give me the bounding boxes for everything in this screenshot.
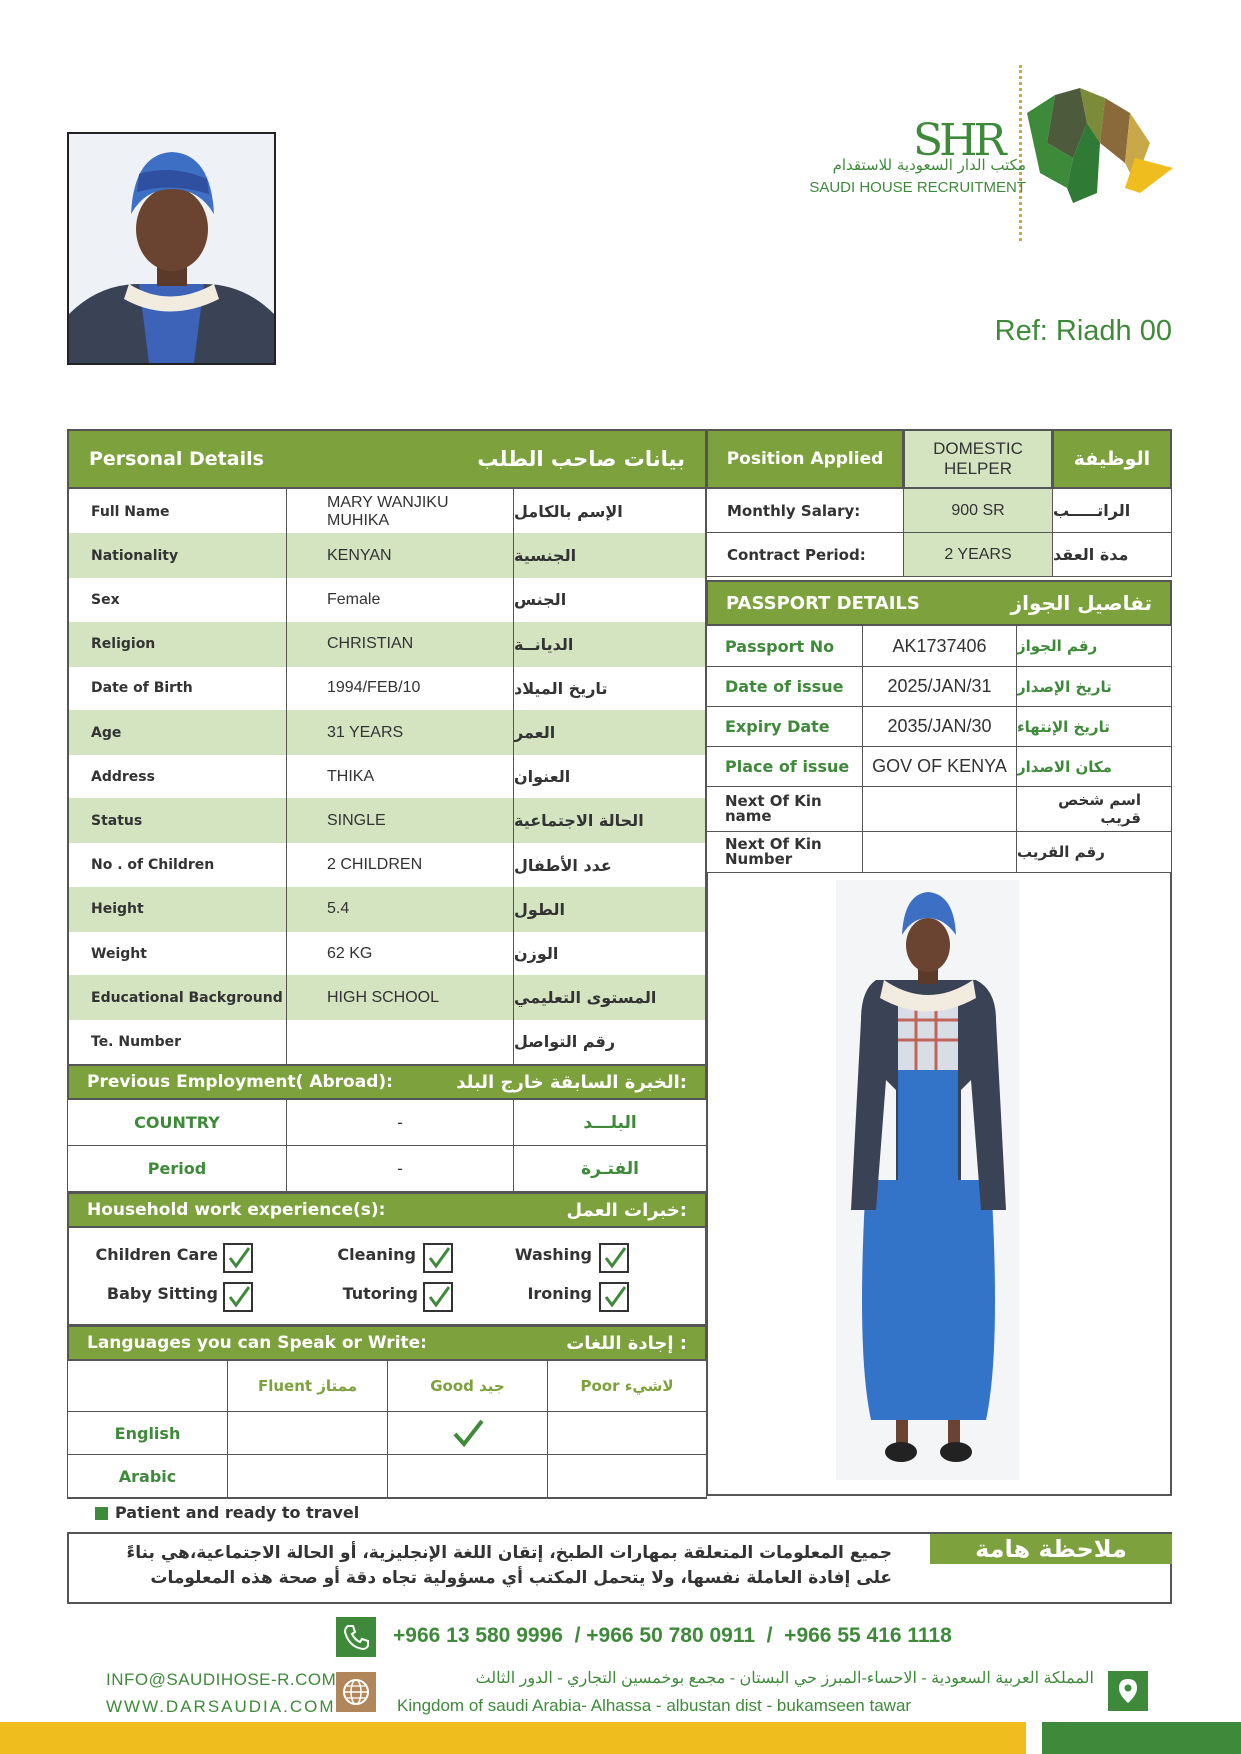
personal-row-label-ar: عدد الأطفال [513, 843, 707, 888]
personal-row-label: Sex [67, 577, 287, 622]
position-label-ar [1052, 429, 1172, 489]
checkmark-icon [603, 1245, 627, 1271]
skill-checkbox[interactable] [599, 1243, 629, 1273]
personal-row-label: Educational Background [67, 975, 287, 1020]
passport-row-label: Next Of Kin name [706, 786, 863, 832]
previous-employment-header [67, 1064, 707, 1100]
languages-col-good [387, 1360, 548, 1412]
passport-row-value: GOV OF KENYA [862, 746, 1017, 787]
languages-col-poor [547, 1360, 707, 1412]
personal-row-label-ar: المستوى التعليمي [513, 975, 707, 1020]
salary-label-ar [1052, 488, 1172, 533]
contract-value-text: 2 YEARS [944, 545, 1012, 563]
employment-country-value [286, 1099, 514, 1146]
languages-col-poor-text: Poor لاشيء [580, 1377, 674, 1395]
logo-arabic-name: مكتب الدار السعودية للاستقدام [832, 156, 1026, 174]
employment-country-label [67, 1099, 287, 1146]
employment-country-label-ar [513, 1099, 707, 1146]
position-value-text: DOMESTIC HELPER [933, 439, 1023, 478]
contract-label-text: Contract Period: [727, 545, 866, 564]
passport-row-value: 2025/JAN/31 [862, 666, 1017, 707]
personal-row-label: Weight [67, 931, 287, 976]
language-fluent-cell[interactable] [227, 1454, 388, 1498]
passport-row-label: Passport No [706, 625, 863, 667]
personal-row-label: No . of Children [67, 843, 287, 888]
personal-row-value: 31 YEARS [286, 710, 514, 755]
salary-label-ar-text: الراتـــــب [1053, 501, 1131, 520]
personal-details-title-en: Personal Details [89, 448, 264, 470]
important-note-tag: ملاحظة هامة [930, 1534, 1172, 1564]
household-title-ar: خبرات العمل: [566, 1199, 687, 1221]
language-good-cell[interactable] [387, 1454, 548, 1498]
skill-checkbox[interactable] [223, 1282, 253, 1312]
passport-details-header [706, 580, 1172, 626]
personal-row-label-ar: الحالة الاجتماعية [513, 798, 707, 843]
salary-label-text: Monthly Salary: [727, 501, 861, 520]
checkmark-icon [451, 1418, 485, 1448]
contract-label-ar [1052, 532, 1172, 577]
location-pin-icon [1108, 1671, 1148, 1711]
language-name: Arabic [67, 1454, 228, 1498]
passport-title-en: PASSPORT DETAILS [726, 592, 920, 614]
household-title-en: Household work experience(s): [87, 1200, 386, 1220]
personal-row-label: Te. Number [67, 1019, 287, 1064]
checkmark-icon [603, 1284, 627, 1310]
personal-row-value [286, 1019, 514, 1064]
personal-row-label: Height [67, 887, 287, 932]
skill-checkbox[interactable] [423, 1243, 453, 1273]
employment-country-ar-text: البلـــد [583, 1112, 637, 1133]
household-experience-header [67, 1192, 707, 1228]
company-logo [780, 65, 1180, 245]
personal-row-label: Address [67, 754, 287, 799]
personal-row-value: KENYAN [286, 533, 514, 578]
skill-checkbox[interactable] [223, 1243, 253, 1273]
personal-row-label-ar: الجنسية [513, 533, 707, 578]
position-label-text: Position Applied [726, 449, 884, 469]
passport-row-label-ar: تاريخ الإنتهاء [1016, 706, 1172, 747]
contact-phones: +966 13 580 9996 / +966 50 780 0911 / +966 55 416 1118 [393, 1624, 952, 1647]
personal-row-value: HIGH SCHOOL [286, 975, 514, 1020]
personal-row-label: Nationality [67, 533, 287, 578]
applicant-photo-portrait [67, 132, 276, 365]
passport-row-label: Expiry Date [706, 706, 863, 747]
address-english: Kingdom of saudi Arabia- Alhassa - albustan dist - bukamseen tawar [397, 1696, 912, 1715]
remark-text: Patient and ready to travel [115, 1503, 360, 1522]
personal-row-value: 2 CHILDREN [286, 843, 514, 888]
personal-row-value: SINGLE [286, 798, 514, 843]
personal-row-value: CHRISTIAN [286, 622, 514, 667]
skill-label: Ironing [527, 1284, 592, 1303]
logo-english-name: SAUDI HOUSE RECRUITMENT [809, 179, 1026, 196]
position-value [903, 429, 1053, 489]
passport-row-label-ar: رقم القريب [1016, 831, 1172, 873]
personal-row-label-ar: الطول [513, 887, 707, 932]
reference-number: Ref: Riadh 00 [994, 315, 1172, 347]
personal-row-label: Religion [67, 622, 287, 667]
languages-col-fluent [227, 1360, 388, 1412]
personal-row-label-ar: الوزن [513, 931, 707, 976]
logo-divider [1019, 65, 1022, 241]
passport-row-value: 2035/JAN/30 [862, 706, 1017, 747]
employment-title-ar: الخبرة السابقة خارج البلد: [456, 1071, 687, 1093]
employment-period-label-ar [513, 1145, 707, 1192]
address-arabic: المملكة العربية السعودية - الاحساء-المبرز حي البستان - مجمع بوخمسين التجاري - الدور الثالث [475, 1670, 1094, 1687]
important-note-text: جميع المعلومات المتعلقة بمهارات الطبخ، إتقان اللغة الإنجليزية، أو الحالة الاجتماعية،هي بناءً على إفادة العاملة نفسها، ولا يتحمل المكتب أي مسؤولية تجاه دقة أو صحة هذه المعلومات [126, 1543, 892, 1588]
passport-row-value [862, 786, 1017, 832]
checkmark-icon [227, 1245, 251, 1271]
personal-row-label-ar: تاريخ الميلاد [513, 666, 707, 711]
contract-value [903, 532, 1053, 577]
personal-row-label-ar: العنوان [513, 754, 707, 799]
personal-row-label-ar: الإسم بالكامل [513, 489, 707, 534]
skill-label: Washing [514, 1245, 592, 1264]
skill-label: Children Care [95, 1245, 218, 1264]
personal-details-header [67, 429, 707, 489]
passport-row-label: Next Of Kin Number [706, 831, 863, 873]
passport-title-ar: تفاصيل الجواز [1010, 591, 1152, 615]
salary-value [903, 488, 1053, 533]
footer-yellow-bar [0, 1722, 1026, 1754]
passport-row-label: Place of issue [706, 746, 863, 787]
position-label-ar-text: الوظيفة [1073, 448, 1151, 470]
employment-period-label [67, 1145, 287, 1192]
language-poor-cell[interactable] [547, 1454, 707, 1498]
skill-label: Cleaning [337, 1245, 416, 1264]
languages-title-ar: إجادة اللغات : [566, 1332, 687, 1354]
passport-row-value: AK1737406 [862, 625, 1017, 667]
checkmark-icon [427, 1245, 451, 1271]
personal-row-label: Status [67, 798, 287, 843]
personal-row-label: Date of Birth [67, 666, 287, 711]
phone-icon [336, 1617, 376, 1657]
languages-col-fluent-text: Fluent ممتاز [257, 1377, 358, 1395]
passport-row-label-ar: رقم الجواز [1016, 625, 1172, 667]
language-name: English [67, 1411, 228, 1455]
languages-title-en: Languages you can Speak or Write: [87, 1333, 427, 1353]
skill-label: Baby Sitting [106, 1284, 218, 1303]
passport-row-label-ar: تاريخ الإصدار [1016, 666, 1172, 707]
personal-row-value: 5.4 [286, 887, 514, 932]
language-poor-cell[interactable] [547, 1411, 707, 1455]
passport-row-label-ar: مكان الاصدار [1016, 746, 1172, 787]
employment-period-label-text: Period [147, 1159, 207, 1178]
contact-email[interactable]: INFO@SAUDIHOSE-R.COM [106, 1670, 337, 1689]
contact-website[interactable]: WWW.DARSAUDIA.COM [106, 1697, 336, 1716]
globe-icon [336, 1672, 376, 1712]
passport-row-value [862, 831, 1017, 873]
logo-mark: SHR [913, 115, 1003, 166]
contract-label-ar-text: مدة العقد [1053, 545, 1129, 564]
employment-period-value [286, 1145, 514, 1192]
languages-blank-header [67, 1360, 228, 1412]
personal-row-value: 62 KG [286, 931, 514, 976]
skill-checkbox[interactable] [423, 1282, 453, 1312]
checkmark-icon [427, 1284, 451, 1310]
personal-row-value: 1994/FEB/10 [286, 666, 514, 711]
skill-checkbox[interactable] [599, 1282, 629, 1312]
salary-value-text: 900 SR [951, 501, 1005, 519]
language-good-cell[interactable] [387, 1411, 548, 1455]
logo-emblem-icon [1025, 83, 1175, 213]
employment-country-label-text: COUNTRY [134, 1113, 220, 1132]
passport-row-label-ar: اسم شخص قريب [1016, 786, 1172, 832]
personal-row-label: Full Name [67, 489, 287, 534]
passport-row-label: Date of issue [706, 666, 863, 707]
personal-row-value: MARY WANJIKU MUHIKA [286, 489, 514, 534]
personal-row-label: Age [67, 710, 287, 755]
remark-bullet-icon [95, 1507, 108, 1520]
personal-row-label-ar: الديانــة [513, 622, 707, 667]
personal-row-value: THIKA [286, 754, 514, 799]
languages-col-good-text: Good جيد [430, 1377, 505, 1395]
contract-label [706, 532, 904, 577]
personal-row-value: Female [286, 577, 514, 622]
language-fluent-cell[interactable] [227, 1411, 388, 1455]
footer-green-bar [1042, 1722, 1241, 1754]
employment-title-en: Previous Employment( Abroad): [87, 1072, 393, 1092]
personal-row-label-ar: الجنس [513, 577, 707, 622]
personal-row-label-ar: رقم التواصل [513, 1019, 707, 1064]
applicant-photo-full-body [836, 880, 1019, 1480]
checkmark-icon [227, 1284, 251, 1310]
personal-row-label-ar: العمر [513, 710, 707, 755]
personal-details-title-ar: بيانات صاحب الطلب [477, 447, 685, 471]
employment-period-ar-text: الفتـرة [581, 1158, 639, 1179]
languages-bottom-border [67, 1497, 707, 1499]
skill-label: Tutoring [342, 1284, 418, 1303]
employment-period-value-text: - [397, 1159, 403, 1178]
employment-country-value-text: - [397, 1113, 403, 1132]
languages-header [67, 1325, 707, 1361]
salary-label [706, 488, 904, 533]
position-label [706, 429, 904, 489]
